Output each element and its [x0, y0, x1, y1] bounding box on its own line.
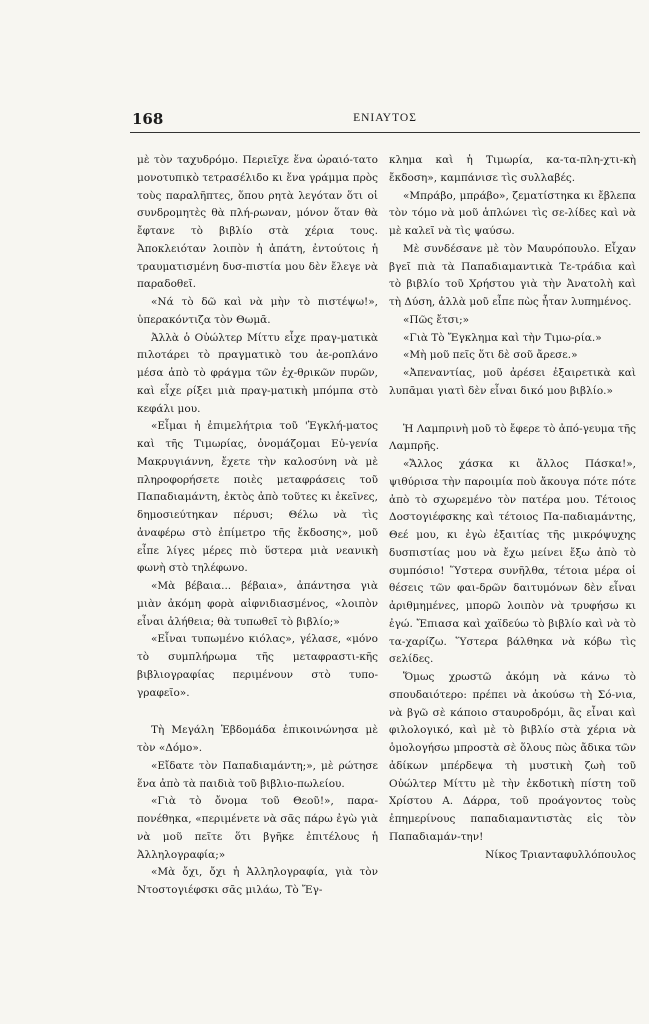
page-header [130, 108, 640, 133]
paragraph: «Εἴδατε τὸν Παπαδιαμάντη;», μὲ ρώτησε ἕνα ἀπὸ τὰ παιδιὰ τοῦ βιβλιο-πωλείου. [137, 759, 378, 790]
paragraph: «Πῶς ἔτσι;» [403, 313, 470, 326]
paragraph: «Μὴ μοῦ πεῖς ὅτι δὲ σοῦ ἄρεσε.» [403, 349, 578, 362]
paragraph: «Μὰ βέβαια... βέβαια», ἀπάντησα γιὰ μιὰν ἀκόμη φορὰ αἰφνιδιασμένος, «λοιπὸν εἶναι ἀλήθεια; θὰ τυπωθεῖ τὸ βιβλίο;» [137, 580, 378, 628]
paragraph: «Ἀπεναντίας, μοῦ ἀρέσει ἐξαιρετικὰ καὶ λυπᾶμαι γιατὶ δὲν εἶναι δικό μου βιβλίο.» [389, 367, 636, 397]
page-number: 168 [132, 110, 164, 128]
paragraph: «Γιὰ τὸ ὄνομα τοῦ Θεοῦ!», παρα-πονέθηκα, «περιμένετε νὰ σᾶς πάρω ἐγὼ γιὰ νὰ μοῦ πεῖτε ὅτι βγῆκε ἐπιτέλους ἡ Ἀλληλογραφία;» [137, 795, 378, 861]
author-signature: Νίκος Τριανταφυλλόπουλος [485, 848, 636, 861]
paragraph: Ἡ Λαμπρινὴ μοῦ τὸ ἔφερε τὸ ἀπό-γευμα τῆς Λαμπρῆς. [389, 422, 636, 453]
paragraph: «Γιὰ Τὸ Ἔγκλημα καὶ τὴν Τιμω-ρία.» [403, 331, 602, 344]
paragraph: Ὅμως χρωστῶ ἀκόμη νὰ κάνω τὸ σπουδαιότερο: πρέπει νὰ ἀκούσω τὴ Σό-νια, νὰ βγῶ σὲ κάποιο σταυροδρόμι, ἂς εἶναι καὶ φιλολογικό, καὶ μὲ τὸ βιβλίο στὰ χέρια νὰ ὁμολογήσω μπροστὰ σὲ ὅλους πὼς ἄδικα τῶν ἀδίκων μπέρδεψα τὴ μυστικὴ ζωὴ τοῦ Οὐώλτερ Μίττυ μὲ τὴν ἐκδοτικὴ πίστη τοῦ Χρίστου Α. Δάρρα, τοῦ προάγοντος τοὺς ἐπημερίνους παπαδιαμαντιστὰς εἰς τὸν Παπαδιαμάν-την! [389, 671, 636, 843]
left-column [137, 152, 378, 900]
right-column [389, 152, 636, 864]
paragraph: «Μπράβο, μπράβο», ζεματίστηκα κι ἔβλεπα τὸν τόμο νὰ μοῦ ἁπλώνει τὶς σε-λίδες καὶ νὰ μὲ καλεῖ νὰ τὶς ψαύσω. [389, 189, 636, 237]
paragraph: Μὲ συνδέσανε μὲ τὸν Μαυρόπουλο. Εἶχαν βγεῖ πιὰ τὰ Παπαδιαμαντικὰ Τε-τράδια καὶ τὸ βιβλίο τοῦ Χρήστου γιὰ τὴν Ἀνατολὴ καὶ τὴ Δύση, ἀλλὰ μοῦ εἶπε πὼς ἦταν λυπημένος. [389, 242, 636, 308]
paragraph: «Μὰ ὄχι, ὄχι ἡ Ἀλληλογραφία, γιὰ τὸν Ντοστογιέφσκι σᾶς μιλάω, Τὸ Ἔγ- [137, 866, 378, 896]
paragraph: «Ἄλλος χάσκα κι ἄλλος Πάσκα!», ψιθύρισα τὴν παροιμία ποὺ ἄκουγα πότε πότε ἀπὸ τὸ σχωρεμένο τὸν πατέρα μου. Τέτοιος Δοστογιέφσκης καὶ τέτοιος Πα-παδιαμάντης, Θεέ μου, κι ἐγὼ ἐξαιτίας τῆς μικρόψυχης δυσπιστίας μου νὰ ἔχω μείνει ἔξω ἀπὸ τὸ συμπόσιο! Ὕστερα συνῆλθα, τέτοια μέρα οἱ θέσεις τῶν φαι-δρῶν δαιτυμόνων δὲν εἶναι ἀριθμημένες, μπορῶ λοιπὸν νὰ τρυφήσω κι ἐγώ. Ἔπιασα καὶ χαϊδεύω τὸ βιβλίο καὶ νὰ τὸ τα-χαρίζω. Ὕστερα βάλθηκα νὰ κόβω τὶς σελίδες. [389, 458, 636, 666]
paragraph: «Νά τὸ δῶ καὶ νὰ μὴν τὸ πιστέψω!», ὑπερακόντιζα τὸν Θωμᾶ. [137, 296, 378, 326]
paragraph: Ἀλλὰ ὁ Οὐώλτερ Μίττυ εἶχε πραγ-ματικὰ πιλοτάρει τὸ πραγματικὸ του ἀε-ροπλάνο μέσα ἀπὸ τὸ φράγμα τῶν ἐχ-θρικῶν πυρῶν, καὶ εἶχε ρίξει μιὰ πραγ-ματικὴ μπόμπα στὸ κεφάλι μου. [137, 331, 378, 415]
paragraph: μὲ τὸν ταχυδρόμο. Περιεῖχε ἕνα ὡραιό-τατο μονοτυπικὸ τετρασέλιδο κι ἕνα γράμμα πρὸς τοὺς παραλῆπτες, ὅπου ρητὰ λεγόταν ὅτι οἱ συνδρομητὲς θὰ πλή-ρωναν, μόνον ὅταν θὰ ἔφτανε τὸ βιβλίο στὰ χέρια τους. Ἀποκλειόταν λοιπὸν ἡ ἀπάτη, ἐντούτοις ἡ τραυματισμένη δυσ-πιστία μου δὲν ἔλεγε νὰ παραδοθεῖ. [137, 154, 378, 291]
paragraph: Τὴ Μεγάλη Ἑβδομάδα ἐπικοινώνησα μὲ τὸν «Δόμο». [137, 724, 378, 754]
paragraph: κλημα καὶ ἡ Τιμωρία, κα-τα-πλη-χτι-κὴ ἔκδοση», καμπάνισε τὶς συλλαβές. [389, 154, 636, 184]
paragraph: «Εἶμαι ἡ ἐπιμελήτρια τοῦ 'Ἐγκλή-ματος καὶ τῆς Τιμωρίας, ὀνομάζομαι Εὐ-γενία Μακρυγιάννη, ἔχετε τὴν καλοσύνη νὰ μὲ πληροφορήσετε ποιὲς μεταφράσεις τοῦ Παπαδιαμάντη, ἐκτὸς ἀπὸ τοῦτες κι ἐκεῖνες, δημοσιεύτηκαν πέρυσι; Θέλω νὰ τὶς ἀναφέρω στὸ ἐπίμετρο τῆς ἔκδοσης», μοῦ εἶπε λίγες μέρες πιὸ ὕστερα μιὰ νεανικὴ φωνὴ στὸ τηλέφωνο. [137, 420, 378, 575]
paragraph: «Εἶναι τυπωμένο κιόλας», γέλασε, «μόνο τὸ συμπλήρωμα τῆς μεταφραστι-κῆς βιβλιογραφίας περιμένουν στὸ τυπο-γραφεῖο». [137, 633, 378, 699]
running-title: ΕΝΙΑΥΤΟΣ [353, 112, 417, 124]
